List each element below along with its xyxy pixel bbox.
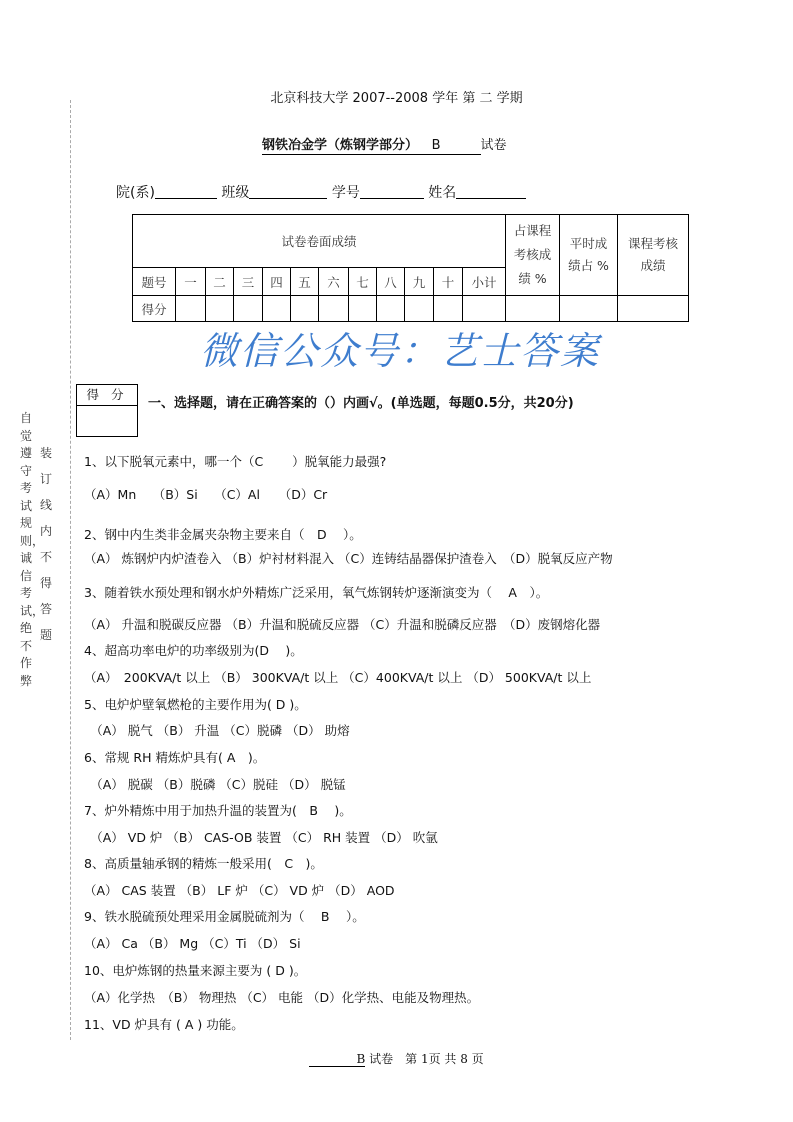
- question-text: 9、铁水脱硫预处理采用金属脱硫剂为（ B ）。: [84, 909, 365, 924]
- col-header: 十: [434, 268, 463, 296]
- question-text: 8、高质量轴承钢的精炼一般采用( C )。: [84, 856, 323, 871]
- question-options: （A） 升温和脱碳反应器 （B）升温和脱硫反应器 （C）升温和脱磷反应器 （D）废钢熔化器: [84, 617, 601, 632]
- dept-label: 院(系): [116, 185, 155, 201]
- score-cell[interactable]: [176, 296, 206, 322]
- binding-note: 装订线内不得答题: [40, 446, 53, 642]
- dept-field[interactable]: [155, 184, 217, 199]
- section-heading: 一、选择题，请在正确答案的（）内画√。(单选题，每题0.5分，共20分): [148, 396, 574, 411]
- question-options: （A） Ca （B） Mg （C）Ti （D） Si: [84, 936, 301, 951]
- col-header: 四: [263, 268, 291, 296]
- question-text: 3、随着铁水预处理和钢水炉外精炼广泛采用，氧气炼钢转炉逐渐演变为（ A ）。: [84, 585, 549, 600]
- question-text: 5、电炉炉壁氧燃枪的主要作用为( D )。: [84, 697, 307, 712]
- student-info: [116, 182, 526, 202]
- page-footer: [0, 1050, 793, 1067]
- class-label: 班级: [221, 185, 250, 201]
- integrity-note: 自觉遵守考试规则，诚信考试，绝不作弊: [20, 411, 45, 688]
- exam-subject: [262, 134, 507, 153]
- ratio-header: 占课程考核成绩 %: [506, 215, 560, 296]
- score-cell[interactable]: [560, 296, 618, 322]
- score-cell[interactable]: [349, 296, 377, 322]
- question-options: （A） CAS 装置 （B） LF 炉 （C） VD 炉 （D） AOD: [84, 883, 395, 898]
- score-cell[interactable]: [291, 296, 319, 322]
- col-header: 六: [319, 268, 349, 296]
- question-text: 1、以下脱氧元素中，哪一个（C ）脱氧能力最强?: [84, 454, 387, 469]
- col-header: 七: [349, 268, 377, 296]
- question-options: （A） 200KVA/t 以上 （B） 300KVA/t 以上 （C）400KVA/t 以上 （D） 500KVA/t 以上: [84, 670, 592, 685]
- score-cell[interactable]: [506, 296, 560, 322]
- score-cell[interactable]: [405, 296, 434, 322]
- score-label: 得分: [133, 296, 176, 322]
- col-header: 一: [176, 268, 206, 296]
- score-table: [132, 214, 689, 322]
- question-text: 6、常规 RH 精炼炉具有( A )。: [84, 750, 266, 765]
- question-text: 2、钢中内生类非金属夹杂物主要来自（ D ）。: [84, 527, 362, 542]
- col-header: 二: [206, 268, 234, 296]
- student-id-label: 学号: [331, 185, 360, 201]
- regular-header: 平时成绩占 %: [560, 215, 618, 296]
- grade-box-label: 得 分: [77, 385, 137, 406]
- col-header: 五: [291, 268, 319, 296]
- exam-title: 北京科技大学 2007--2008 学年 第 二 学期: [270, 91, 523, 106]
- watermark: 微信公众号：艺士答案: [200, 329, 601, 373]
- paper-type: B: [431, 138, 441, 153]
- score-cell[interactable]: [319, 296, 349, 322]
- score-cell[interactable]: [377, 296, 405, 322]
- score-cell[interactable]: [234, 296, 263, 322]
- question-text: 10、电炉炼钢的热量来源主要为 ( D )。: [84, 963, 307, 978]
- name-field[interactable]: [456, 184, 526, 199]
- question-options: （A） 炼钢炉内炉渣卷入 （B）炉衬材料混入 （C）连铸结晶器保护渣卷入 （D）脱氧反应产物: [84, 551, 613, 566]
- col-header: 小计: [463, 268, 506, 296]
- score-cell[interactable]: [263, 296, 291, 322]
- question-text: 11、VD 炉具有 ( A ) 功能。: [84, 1017, 244, 1032]
- section-grade-box: [76, 384, 138, 437]
- col-header: 三: [234, 268, 263, 296]
- footer-paper-type: B: [309, 1052, 365, 1067]
- score-cell[interactable]: [206, 296, 234, 322]
- col-header: 八: [377, 268, 405, 296]
- col-header: 九: [405, 268, 434, 296]
- name-label: 姓名: [428, 185, 457, 201]
- question-options: （A） VD 炉 （B） CAS-OB 装置 （C） RH 装置 （D） 吹氩: [84, 830, 438, 845]
- paper-suffix: 试卷: [480, 138, 507, 153]
- footer-page-info: 试卷 第 1页 共 8 页: [369, 1052, 484, 1066]
- question-options: （A） 脱气 （B） 升温 （C）脱磷 （D） 助熔: [84, 723, 350, 738]
- binding-line: [70, 100, 71, 1040]
- question-options: （A） 脱碳 （B）脱磷 （C）脱硅 （D） 脱锰: [84, 777, 346, 792]
- score-cell[interactable]: [434, 296, 463, 322]
- question-text: 7、炉外精炼中用于加热升温的装置为( B )。: [84, 803, 352, 818]
- question-no-label: 题号: [133, 268, 176, 296]
- student-id-field[interactable]: [360, 184, 424, 199]
- score-cell[interactable]: [463, 296, 506, 322]
- score-table-title: 试卷卷面成绩: [133, 215, 506, 268]
- question-options: （A）Mn （B）Si （C）Al （D）Cr: [84, 487, 328, 502]
- class-field[interactable]: [249, 184, 327, 199]
- question-options: （A）化学热 （B） 物理热 （C） 电能 （D）化学热、电能及物理热。: [84, 990, 480, 1005]
- final-header: 课程考核成绩: [618, 215, 689, 296]
- question-text: 4、超高功率电炉的功率级别为(D )。: [84, 643, 303, 658]
- score-cell[interactable]: [618, 296, 689, 322]
- subject-name: 钢铁冶金学（炼钢学部分）: [262, 138, 419, 153]
